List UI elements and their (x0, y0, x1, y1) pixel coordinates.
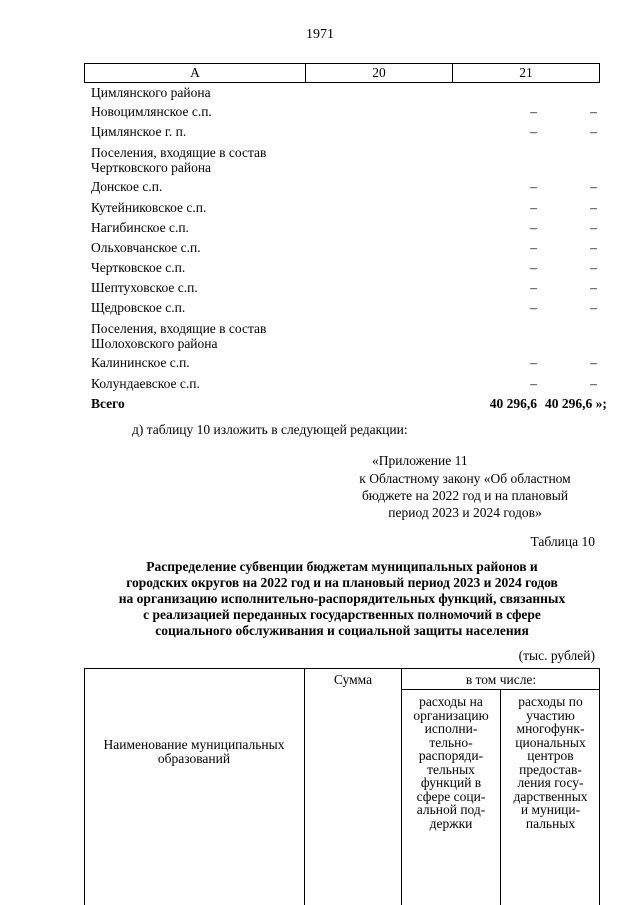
row-name (91, 145, 351, 175)
sub1-line: функций в (420, 775, 482, 790)
total-label: Всего (91, 396, 125, 411)
sub1-line: сфере соци- (416, 788, 486, 804)
units-label: (тыс. рублей) (518, 648, 595, 663)
row-name-line: Новоцимлянское с.п. (91, 104, 212, 119)
row-name-line: Кутейниковское с.п. (91, 200, 207, 215)
annex-subtitle (330, 470, 600, 521)
row-name-line: Калининское с.п. (91, 355, 190, 370)
annex-line: к Областному закону «Об областном (359, 471, 571, 486)
instruction-text: д) таблицу 10 изложить в следующей редакции: (132, 422, 408, 437)
value-20: – (530, 200, 537, 215)
sub1-line: тельно- (429, 734, 473, 750)
row-name (91, 104, 351, 119)
sub-col-2-header (501, 695, 600, 830)
sub1-line: держки (429, 815, 473, 831)
row-name-line: Чертковского района (91, 160, 212, 175)
value-20: – (530, 376, 537, 391)
value-20: – (530, 179, 537, 194)
value-20: – (530, 240, 537, 255)
total-20: 40 296,6 (489, 396, 537, 411)
row-name-line: Щедровское с.п. (91, 300, 186, 315)
document-title (82, 559, 602, 639)
value-20: – (530, 220, 537, 235)
row-name (91, 179, 351, 194)
col-name-line: образований (157, 750, 231, 766)
sub2-line: центров (527, 748, 574, 763)
sub1-line: тельных (427, 761, 475, 777)
row-name (91, 124, 351, 139)
row-name (91, 220, 351, 235)
row-name-line: Ольховчанское с.п. (91, 240, 201, 255)
sub2-line: участию (526, 707, 575, 723)
sub2-line: циональных (515, 734, 586, 750)
row-name-line: Колундаевское с.п. (91, 376, 200, 391)
value-21: – (590, 376, 597, 391)
table-number: Таблица 10 (530, 534, 595, 549)
row-name-line: Шолоховского района (91, 336, 218, 351)
row-name-line: Чертковское с.п. (91, 260, 186, 275)
value-21: – (590, 179, 597, 194)
row-name (91, 376, 351, 391)
sub1-line: альной под- (416, 802, 486, 817)
row-name (91, 85, 351, 100)
value-21: – (590, 260, 597, 275)
value-20: – (530, 124, 537, 139)
row-name (91, 280, 351, 295)
header-col-a: А (85, 64, 306, 82)
value-20: – (530, 260, 537, 275)
header-col-21: 21 (519, 65, 533, 80)
value-21: – (590, 355, 597, 370)
value-21: – (590, 240, 597, 255)
title-line: на организацию исполнительно-распорядительных функций, связанных (118, 591, 566, 606)
row-name-line: Цимлянского района (91, 85, 211, 100)
value-20: – (530, 300, 537, 315)
divider (401, 689, 600, 690)
title-line: социального обслуживания и социальной защиты населения (155, 623, 529, 638)
row-name-line: Цимлянское г. п. (91, 124, 187, 139)
sub2-line: пальных (525, 815, 576, 831)
col-sum-header: Сумма (333, 672, 373, 687)
sub2-line: и муници- (520, 802, 581, 817)
sub1-line: распоряди- (418, 748, 484, 763)
sub1-line: организацию (413, 707, 489, 723)
row-name-line: Нагибинское с.п. (91, 220, 189, 235)
row-name-line: Поселения, входящие в состав (91, 145, 267, 160)
header-col-20: 20 (306, 64, 453, 82)
row-name-line: Донское с.п. (91, 179, 163, 194)
col-name-header (84, 738, 304, 765)
value-21: – (590, 220, 597, 235)
value-21: – (590, 280, 597, 295)
title-line: городских округов на 2022 год и на плановый период 2023 и 2024 годов (126, 575, 558, 590)
sub1-line: расходы на (419, 694, 483, 709)
title-line: Распределение субвенции бюджетам муниципальных районов и (146, 559, 538, 574)
annex-line: бюджете на 2022 год и на плановый (361, 488, 569, 503)
value-20: – (530, 104, 537, 119)
row-name-line: Поселения, входящие в состав (91, 321, 267, 336)
sub2-line: дарственных (513, 788, 588, 804)
row-name (91, 300, 351, 315)
total-21: 40 296,6 »; (545, 396, 607, 411)
value-21: – (590, 124, 597, 139)
row-name (91, 321, 351, 351)
sub-col-1-header (402, 695, 500, 830)
row-name-line: Шептуховское с.п. (91, 280, 198, 295)
value-20: – (530, 280, 537, 295)
table-bottom (84, 668, 600, 905)
col-incl-header: в том числе: (465, 672, 537, 687)
table-top-header (84, 63, 600, 83)
value-21: – (590, 300, 597, 315)
divider (304, 668, 305, 905)
annex-line: период 2023 и 2024 годов» (388, 505, 542, 520)
col-name-line: Наименование муниципальных (103, 737, 285, 752)
value-21: – (590, 200, 597, 215)
sub2-line: ления госу- (517, 775, 584, 790)
annex-title: «Приложение 11 (372, 453, 468, 468)
page-number: 1971 (306, 27, 334, 42)
sub2-line: расходы по (518, 694, 583, 709)
row-name (91, 200, 351, 215)
sub2-line: предостав- (519, 761, 582, 777)
row-name (91, 260, 351, 275)
value-21: – (590, 104, 597, 119)
title-line: с реализацией переданных государственных полномочий в сфере (143, 607, 541, 622)
row-name (91, 240, 351, 255)
sub1-line: исполни- (424, 721, 478, 736)
value-20: – (530, 355, 537, 370)
row-name (91, 355, 351, 370)
sub2-line: многофунк- (516, 721, 585, 736)
